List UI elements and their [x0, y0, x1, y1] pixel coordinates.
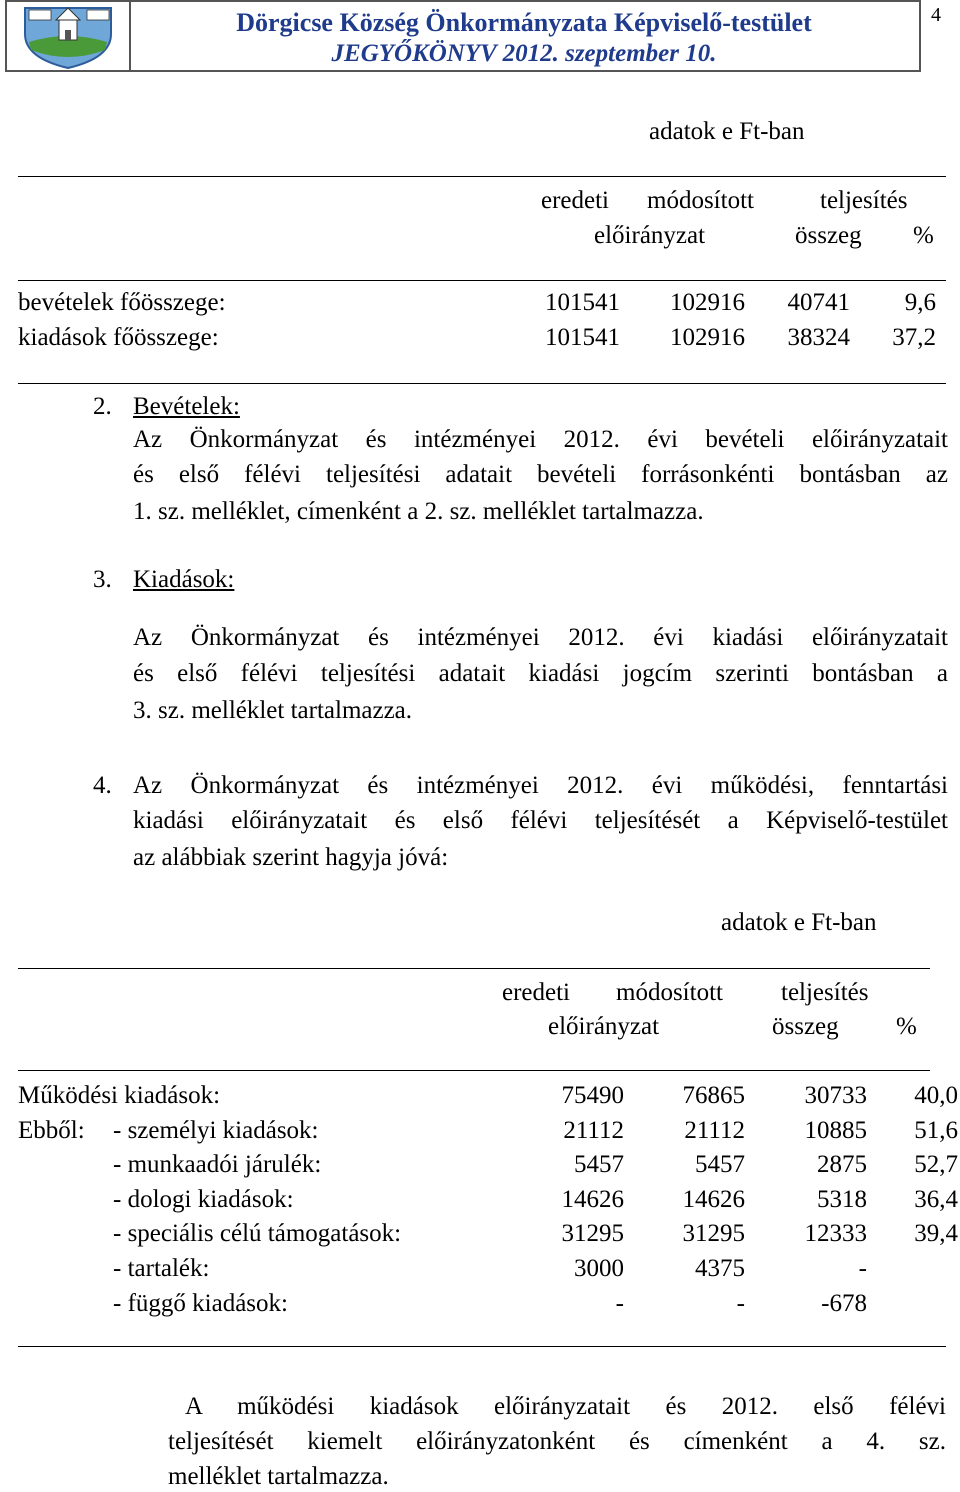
section3-heading: Kiadások:	[133, 566, 235, 593]
table2-cell: 30733	[804, 1082, 867, 1109]
table2-cell: 31295	[561, 1220, 624, 1247]
coat-of-arms-icon	[7, 2, 129, 70]
section3-line: 3. sz. melléklet tartalmazza.	[133, 697, 413, 724]
table2-head-teljesites: teljesítés	[781, 979, 869, 1006]
table2-row-sublabel: - függő kiadások:	[113, 1290, 288, 1317]
header-title: Dörgicse Község Önkormányzata Képviselő-testület	[236, 8, 812, 37]
table2-cell: 3000	[574, 1255, 624, 1282]
section3-line: Az Önkormányzat és intézményei 2012. évi kiadási előirányzatait	[133, 624, 948, 651]
table2-cell: 31295	[682, 1220, 745, 1247]
crest-logo	[7, 2, 131, 70]
closing-line: A működési kiadások előirányzatait és 2012. első félévi	[185, 1393, 946, 1420]
table1-top-rule	[18, 176, 946, 177]
table1-cell: 9,6	[904, 289, 936, 316]
table2-head-eloiranyzat: előirányzat	[548, 1013, 660, 1040]
section2-number: 2.	[93, 393, 112, 420]
table2-cell: 4375	[695, 1255, 745, 1282]
table2-row-label: Működési kiadások:	[18, 1082, 221, 1109]
table2-row-label: Ebből:	[18, 1117, 85, 1144]
table2-cell: -	[736, 1290, 745, 1317]
table2-row-sublabel: - személyi kiadások:	[113, 1117, 319, 1144]
table1-cell: 40741	[787, 289, 850, 316]
table2-cell: 5318	[817, 1186, 867, 1213]
table2-cell: 76865	[682, 1082, 745, 1109]
closing-line: teljesítését kiemelt előirányzatonként és címenként a 4. sz.	[168, 1428, 946, 1455]
section2-line: 1. sz. melléklet, címenként a 2. sz. melléklet tartalmazza.	[133, 498, 704, 525]
section3-number: 3.	[93, 566, 112, 593]
table2-header-rule	[18, 1070, 930, 1071]
table1-cell: 38324	[787, 324, 850, 351]
table1-head-percent: %	[913, 222, 934, 249]
section2-heading: Bevételek:	[133, 393, 240, 420]
table2-row-sublabel: - munkaadói járulék:	[113, 1151, 322, 1178]
table2-head-modositott: módosított	[616, 979, 723, 1006]
table2-head-osszeg: összeg	[772, 1013, 839, 1040]
table1-cell: 102916	[670, 324, 745, 351]
table2-head-eredeti: eredeti	[502, 979, 571, 1006]
table1-cell: 101541	[545, 289, 620, 316]
section2-line: Az Önkormányzat és intézményei 2012. évi bevételi előirányzatait	[133, 426, 948, 453]
section3-line: és első félévi teljesítési adatait kiadási jogcím szerinti bontásban a	[133, 660, 948, 687]
table2-row-sublabel: - speciális célú támogatások:	[113, 1220, 402, 1247]
closing-line: melléklet tartalmazza.	[168, 1463, 389, 1490]
table1-bottom-rule	[18, 383, 946, 384]
table2-cell: 5457	[574, 1151, 624, 1178]
table2-bottom-rule	[18, 1346, 946, 1347]
table2-cell: -678	[821, 1290, 867, 1317]
table1-row-label: bevételek főösszege:	[18, 289, 226, 316]
table2-top-rule	[18, 968, 930, 969]
table2-cell: 40,0	[914, 1082, 958, 1109]
document-header	[5, 0, 921, 72]
table2-cell: 10885	[804, 1117, 867, 1144]
section4-line: kiadási előirányzatait és első félévi teljesítését a Képviselő-testület	[133, 807, 948, 834]
table2-cell: -	[858, 1255, 867, 1282]
table1-head-modositott: módosított	[647, 187, 754, 214]
section4-number: 4.	[93, 772, 112, 799]
page-number: 4	[931, 4, 941, 26]
table1-head-osszeg: összeg	[795, 222, 862, 249]
table1-unit: adatok e Ft-ban	[649, 118, 805, 145]
table1-cell: 102916	[670, 289, 745, 316]
table2-cell: 14626	[561, 1186, 624, 1213]
table2-cell: 5457	[695, 1151, 745, 1178]
table2-unit: adatok e Ft-ban	[721, 909, 877, 936]
table1-head-teljesites: teljesítés	[820, 187, 908, 214]
table2-cell: 52,7	[914, 1151, 958, 1178]
header-subtitle: JEGYŐKÖNYV 2012. szeptember 10.	[331, 40, 717, 67]
table1-header-rule	[18, 280, 946, 281]
header-title-box	[129, 2, 919, 70]
table1-head-eredeti: eredeti	[541, 187, 610, 214]
table1-cell: 101541	[545, 324, 620, 351]
table2-row-sublabel: - dologi kiadások:	[113, 1186, 294, 1213]
table2-cell: 21112	[563, 1117, 624, 1144]
table2-cell: 36,4	[914, 1186, 958, 1213]
table2-cell: 2875	[817, 1151, 867, 1178]
section4-line: Az Önkormányzat és intézményei 2012. évi működési, fenntartási	[133, 772, 948, 799]
table2-cell: 21112	[684, 1117, 745, 1144]
table2-cell: 51,6	[914, 1117, 958, 1144]
table2-cell: 14626	[682, 1186, 745, 1213]
table2-row-sublabel: - tartalék:	[113, 1255, 210, 1282]
table2-head-percent: %	[896, 1013, 917, 1040]
table1-cell: 37,2	[892, 324, 936, 351]
table2-cell: -	[615, 1290, 624, 1317]
table1-head-eloiranyzat: előirányzat	[594, 222, 706, 249]
section4-line: az alábbiak szerint hagyja jóvá:	[133, 844, 449, 871]
table1-row-label: kiadások főösszege:	[18, 324, 219, 351]
table2-cell: 75490	[561, 1082, 624, 1109]
section2-line: és első félévi teljesítési adatait bevételi forrásonkénti bontásban az	[133, 461, 948, 488]
table2-cell: 39,4	[914, 1220, 958, 1247]
table2-cell: 12333	[804, 1220, 867, 1247]
